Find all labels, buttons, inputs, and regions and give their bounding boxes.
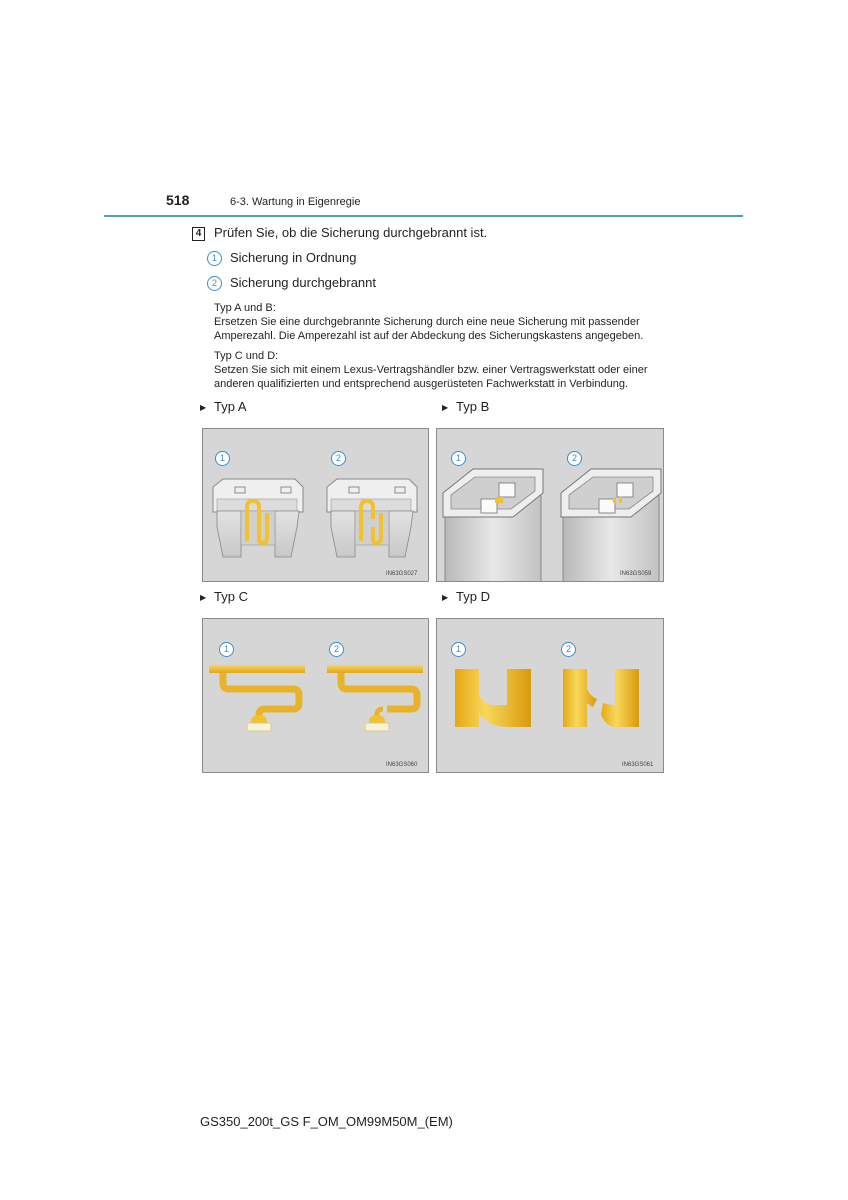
- figure-a-code: IN63GS027: [386, 571, 418, 577]
- figure-a-marker-1: 1: [215, 451, 230, 466]
- figure-b-code: IN63GS059: [620, 571, 652, 577]
- note-ab-title: Typ A und B:: [214, 302, 276, 314]
- section-title: 6-3. Wartung in Eigenregie: [230, 196, 361, 208]
- note-ab-line2: Amperezahl. Die Amperezahl ist auf der Abdeckung des Sicherungskastens angegeben.: [214, 330, 644, 342]
- step-text: Prüfen Sie, ob die Sicherung durchgebrannt ist.: [214, 225, 488, 240]
- item-text-2: Sicherung durchgebrannt: [230, 275, 376, 290]
- label-typ-d: Typ D: [456, 589, 490, 604]
- note-ab-line1: Ersetzen Sie eine durchgebrannte Sicherung durch eine neue Sicherung mit passender: [214, 316, 640, 328]
- label-typ-c: Typ C: [214, 589, 248, 604]
- item-marker-2: 2: [207, 276, 222, 291]
- label-typ-a: Typ A: [214, 399, 247, 414]
- bullet-triangle-icon: ▶: [200, 403, 207, 412]
- header-rule: [104, 215, 743, 217]
- figure-typ-a: [202, 428, 429, 582]
- note-cd-line1: Setzen Sie sich mit einem Lexus-Vertragshändler bzw. einer Vertragswerkstatt oder einer: [214, 364, 648, 376]
- page-number: 518: [166, 192, 190, 208]
- label-typ-b: Typ B: [456, 399, 490, 414]
- footer-doc-id: GS350_200t_GS F_OM_OM99M50M_(EM): [200, 1114, 453, 1129]
- figure-typ-c: [202, 618, 429, 773]
- figure-b-marker-2: 2: [567, 451, 582, 466]
- figure-typ-d: [436, 618, 664, 773]
- step-number-box: 4: [192, 227, 205, 241]
- figure-c-marker-1: 1: [219, 642, 234, 657]
- bullet-triangle-icon: ▶: [200, 593, 207, 602]
- figure-d-code: IN63GS061: [622, 762, 654, 768]
- bullet-triangle-icon: ▶: [442, 593, 449, 602]
- figure-b-marker-1: 1: [451, 451, 466, 466]
- figure-c-code: IN63GS060: [386, 762, 418, 768]
- bullet-triangle-icon: ▶: [442, 403, 449, 412]
- figure-c-marker-2: 2: [329, 642, 344, 657]
- note-cd-line2: anderen qualifizierten und entsprechend ausgerüsteten Fachwerkstatt in Verbindung.: [214, 378, 628, 390]
- figure-d-marker-1: 1: [451, 642, 466, 657]
- figure-a-marker-2: 2: [331, 451, 346, 466]
- figure-typ-b: [436, 428, 664, 582]
- note-cd-title: Typ C und D:: [214, 350, 279, 362]
- item-text-1: Sicherung in Ordnung: [230, 250, 357, 265]
- figure-d-marker-2: 2: [561, 642, 576, 657]
- item-marker-1: 1: [207, 251, 222, 266]
